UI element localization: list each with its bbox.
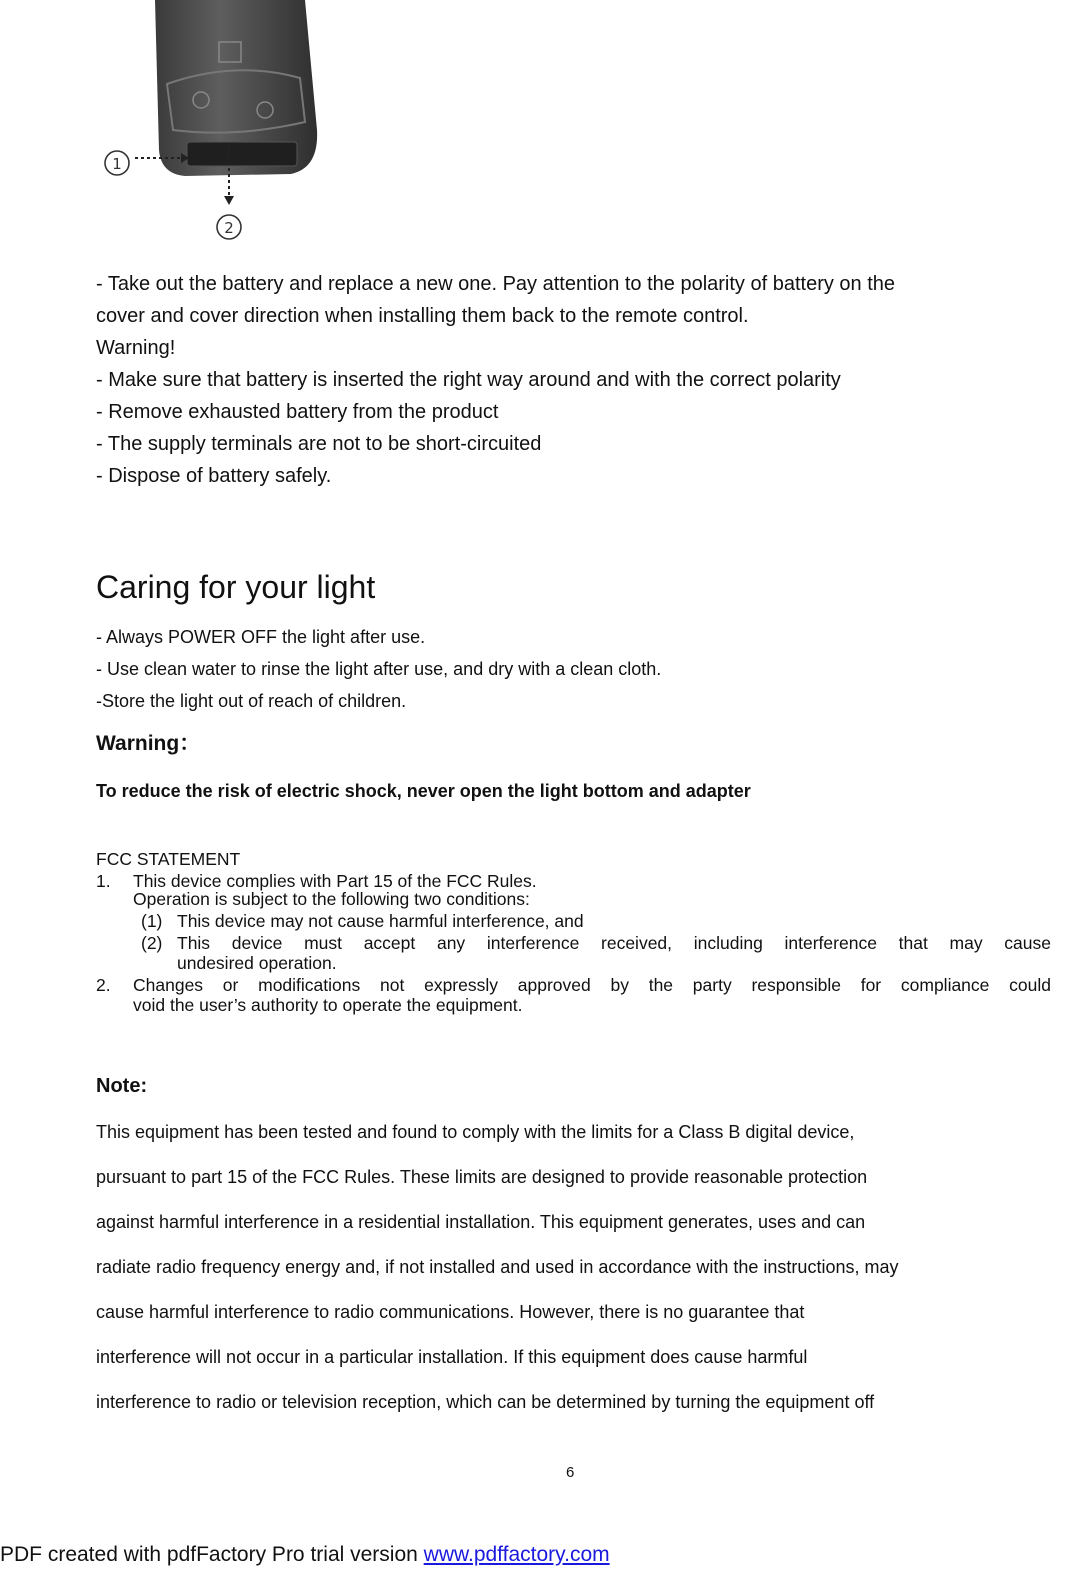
note-line: This equipment has been tested and found to comply with the limits for a Class B digital device, bbox=[96, 1122, 855, 1142]
fcc-item-2-line-1: Changes or modifications not expressly approved by the party responsible for compliance could bbox=[133, 975, 1051, 995]
footer-prefix-text: PDF created with pdfFactory Pro trial version bbox=[0, 1543, 424, 1566]
fcc-item-1-line-2: Operation is subject to the following two conditions: bbox=[133, 889, 530, 909]
fcc-item-1-line-1: This device complies with Part 15 of the FCC Rules. bbox=[133, 871, 537, 891]
note-line: cause harmful interference to radio communications. However, there is no guarantee that bbox=[96, 1302, 805, 1322]
fcc-condition-2-line-1: This device must accept any interference received, including interference that may cause bbox=[177, 933, 1051, 953]
fcc-item-2-number: 2. bbox=[96, 975, 111, 995]
caring-warning-text: To reduce the risk of electric shock, never open the light bottom and adapter bbox=[96, 781, 751, 801]
note-heading: Note: bbox=[96, 1075, 148, 1097]
battery-line-remove: - Remove exhausted battery from the product bbox=[96, 401, 499, 423]
fcc-condition-1-number: (1) bbox=[141, 911, 163, 931]
fcc-condition-1-text: This device may not cause harmful interference, and bbox=[177, 911, 584, 931]
battery-line-dispose: - Dispose of battery safely. bbox=[96, 465, 332, 487]
note-line: against harmful interference in a residential installation. This equipment generates, uses and can bbox=[96, 1212, 866, 1232]
remote-control-illustration bbox=[95, 0, 335, 250]
battery-line-1: - Take out the battery and replace a new one. Pay attention to the polarity of battery on the bbox=[96, 273, 896, 295]
note-line: radiate radio frequency energy and, if not installed and used in accordance with the instructions, may bbox=[96, 1257, 899, 1277]
battery-line-terminals: - The supply terminals are not to be short-circuited bbox=[96, 433, 542, 455]
fcc-condition-2-number: (2) bbox=[141, 933, 163, 953]
fcc-condition-2-line-2: undesired operation. bbox=[177, 953, 337, 973]
svg-text:2: 2 bbox=[224, 219, 234, 237]
caring-item-store: -Store the light out of reach of children. bbox=[96, 691, 407, 711]
note-line: pursuant to part 15 of the FCC Rules. These limits are designed to provide reasonable protection bbox=[96, 1167, 868, 1187]
fcc-item-1-number: 1. bbox=[96, 871, 111, 891]
svg-text:1: 1 bbox=[112, 155, 122, 173]
fcc-statement-title: FCC STATEMENT bbox=[96, 849, 241, 869]
fcc-item-2-line-2: void the user’s authority to operate the equipment. bbox=[133, 995, 523, 1015]
battery-line-2: cover and cover direction when installing them back to the remote control. bbox=[96, 305, 749, 327]
caring-item-power-off: - Always POWER OFF the light after use. bbox=[96, 627, 426, 647]
page-number: 6 bbox=[566, 1464, 575, 1481]
caring-warning-heading: Warning： bbox=[96, 732, 201, 755]
battery-line-polarity: - Make sure that battery is inserted the right way around and with the correct polarity bbox=[96, 369, 841, 391]
note-line: interference will not occur in a particular installation. If this equipment does cause harmful bbox=[96, 1347, 808, 1367]
note-line: interference to radio or television reception, which can be determined by turning the equipment off bbox=[96, 1392, 875, 1412]
battery-warning-label: Warning! bbox=[96, 337, 176, 359]
caring-item-rinse: - Use clean water to rinse the light after use, and dry with a clean cloth. bbox=[96, 659, 662, 679]
pdffactory-link[interactable]: www.pdffactory.com bbox=[423, 1543, 610, 1566]
pdf-footer bbox=[0, 1542, 610, 1568]
caring-section-title: Caring for your light bbox=[96, 569, 376, 605]
